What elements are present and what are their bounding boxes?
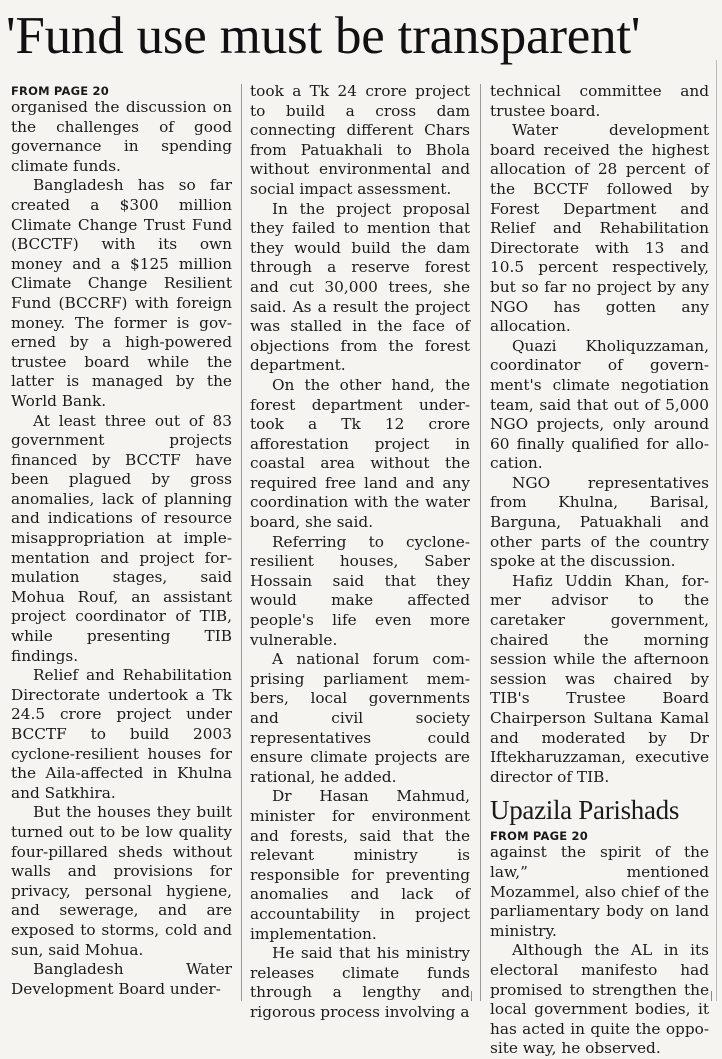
continued-from-label: FROM PAGE 20 xyxy=(11,84,109,98)
fold-mark xyxy=(711,991,712,1001)
paragraph: technical committee and trustee board. xyxy=(490,82,709,120)
paragraph: NGO representatives from Khulna, Barisal, Barguna, Patuakhali and other parts of the country spoke at the discussion. xyxy=(490,473,709,571)
paragraph: took a Tk 24 crore project to build a cross dam connecting different Chars from Patuakhali to Bhola without environmental and social impact assessment. xyxy=(250,82,470,198)
paragraph: He said that his ministry releases climate funds through a lengthy and rigorous process involving a xyxy=(250,944,470,1021)
paragraph: against the spirit of the law,” mentioned Mozammel, also chief of the parliamentary body on land ministry. xyxy=(490,843,709,940)
paragraph: Quazi Kholiquzzaman, coordinator of government's climate negotiation team, said that out of 5,000 NGO projects, only around 60 finally qualified for allocation. xyxy=(490,336,709,473)
paragraph: Water development board received the highest allocation of 28 percent of the BCCTF followed by Forest Department and Relief and Rehabilitation Directorate with 13 and 10.5 percent respectively, but so far no project by any NGO has gotten any allocation. xyxy=(490,121,709,336)
paragraph: But the houses they built turned out to be low quality four-pillared sheds without walls and provisions for privacy, personal hygiene, and sewerage, and are exposed to storms, cold and sun, said Mohua. xyxy=(11,803,232,959)
continued-from-label: FROM PAGE 20 xyxy=(490,829,588,844)
paragraph: A national forum comprising parliament members, local governments and civil society representatives could ensure climate projects are rational, he added. xyxy=(250,650,470,786)
headline: 'Fund use must be transparent' xyxy=(6,7,641,65)
paragraph: In the project proposal they failed to mention that they would build the dam through a reserve forest and cut 30,000 trees, she said. As a result the project was stalled in the face of objections from the forest department. xyxy=(250,199,470,375)
second-story-headline: Upazila Parishads xyxy=(490,795,680,826)
paragraph: Relief and Rehabilitation Directorate undertook a Tk 24.5 crore project under BCCTF to build 2003 cyclone-resilient houses for the Aila-affected in Khulna and Satkhira. xyxy=(11,666,232,802)
paragraph: Bangladesh Water Development Board under- xyxy=(11,960,232,998)
article-column-3 xyxy=(490,82,709,1058)
fold-mark xyxy=(471,991,472,1001)
article-column-2 xyxy=(250,82,470,1021)
column-divider xyxy=(480,84,481,1001)
paragraph: At least three out of 83 government projects financed by BCCTF have been plagued by gross anomalies, lack of planning and indications of resource misappropriation at implementation and project formulation stages, said Mohua Rouf, an assistant project coordinator of TIB, while presenting TIB findings. xyxy=(11,411,232,665)
paragraph: organised the discussion on the challenges of good governance in spending climate funds. xyxy=(11,98,232,175)
paragraph: Hafiz Uddin Khan, former advisor to the caretaker government, chaired the morning session while the afternoon session was chaired by TIB's Trustee Board Chairperson Sultana Kamal and moderated by Dr Iftekharuzzaman, executive director of TIB. xyxy=(490,571,709,786)
paragraph: Referring to cyclone-resilient houses, Saber Hossain said that they would make affected people's life even more vulnerable. xyxy=(250,532,470,649)
paragraph: On the other hand, the forest department undertook a Tk 12 crore afforestation project in coastal area without the required free land and any coordination with the water board, she said. xyxy=(250,375,470,532)
column-divider-right xyxy=(716,60,717,1001)
column-divider xyxy=(241,84,242,1001)
paragraph: Bangladesh has so far created a $300 million Climate Change Trust Fund (BCCTF) with its own money and a $125 million Climate Change Resilient Fund (BCCRF) with foreign money. The former is governed by a high-powered trustee board while the latter is managed by the World Bank. xyxy=(11,176,232,410)
article-column-1 xyxy=(11,82,232,1001)
paragraph: Although the AL in its electoral manifesto had promised to strengthen the local government bodies, it has acted in quite the opposite way, he observed. xyxy=(490,941,709,1058)
paragraph: Dr Hasan Mahmud, minister for environment and forests, said that the relevant ministry is responsible for preventing anomalies and lack of accountability in project implementation. xyxy=(250,787,470,943)
